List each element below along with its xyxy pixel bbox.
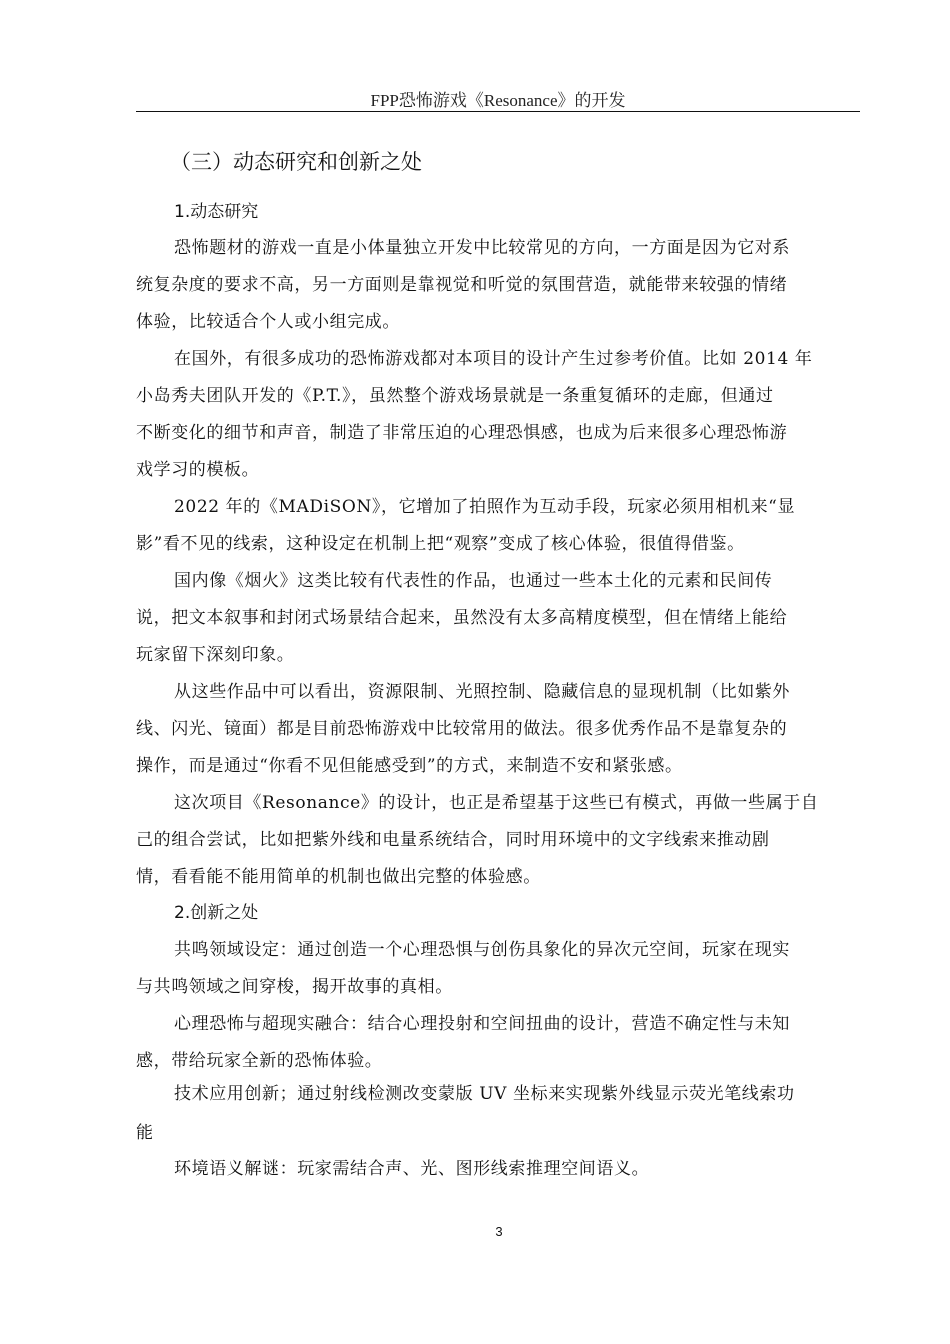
text-line: 从这些作品中可以看出，资源限制、光照控制、隐藏信息的显现机制（比如紫外 <box>174 682 790 702</box>
text-line: 线、闪光、镜面）都是目前恐怖游戏中比较常用的做法。很多优秀作品不是靠复杂的 <box>136 719 788 739</box>
text-line: 戏学习的模板。 <box>136 460 260 480</box>
text-line: 2022 年的《MADiSON》，它增加了拍照作为互动手段，玩家必须用相机来“显 <box>174 497 796 517</box>
text-line: 说，把文本叙事和封闭式场景结合起来，虽然没有太多高精度模型，但在情绪上能给 <box>136 608 788 628</box>
text-line: 共鸣领域设定：通过创造一个心理恐惧与创伤具象化的异次元空间，玩家在现实 <box>174 940 790 960</box>
running-header-title: FPP恐怖游戏《Resonance》的开发 <box>370 91 626 110</box>
text-line: 小岛秀夫团队开发的《P.T.》，虽然整个游戏场景就是一条重复循环的走廊，但通过 <box>136 386 774 406</box>
text-line: 与共鸣领域之间穿梭，揭开故事的真相。 <box>136 977 453 997</box>
subsection-heading-dynamic-research: 1.动态研究 <box>174 202 259 222</box>
subsection-heading-innovations: 2.创新之处 <box>174 903 259 923</box>
text-line: 己的组合尝试，比如把紫外线和电量系统结合，同时用环境中的文字线索来推动剧 <box>136 830 770 850</box>
text-line: 操作，而是通过“你看不见但能感受到”的方式，来制造不安和紧张感。 <box>136 756 683 776</box>
text-line: 不断变化的细节和声音，制造了非常压迫的心理恐惧感，也成为后来很多心理恐怖游 <box>136 423 788 443</box>
text-line: 心理恐怖与超现实融合：结合心理投射和空间扭曲的设计，营造不确定性与未知 <box>174 1014 790 1034</box>
text-line: 环境语义解谜：玩家需结合声、光、图形线索推理空间语义。 <box>174 1159 650 1179</box>
text-line: 这次项目《Resonance》的设计，也正是希望基于这些已有模式，再做一些属于自 <box>174 793 819 813</box>
header-divider <box>136 111 860 112</box>
page-number: 3 <box>495 1224 503 1239</box>
text-line: 体验，比较适合个人或小组完成。 <box>136 312 400 332</box>
section-heading: （三）动态研究和创新之处 <box>170 150 422 174</box>
text-line: 技术应用创新；通过射线检测改变蒙版 UV 坐标来实现紫外线显示荧光笔线索功 <box>174 1084 795 1104</box>
text-line: 能 <box>136 1123 154 1143</box>
text-line: 影”看不见的线索，这种设定在机制上把“观察”变成了核心体验，很值得借鉴。 <box>136 534 745 554</box>
text-line: 情，看看能不能用简单的机制也做出完整的体验感。 <box>136 867 541 887</box>
text-line: 玩家留下深刻印象。 <box>136 645 295 665</box>
text-line: 国内像《烟火》这类比较有代表性的作品，也通过一些本土化的元素和民间传 <box>174 571 773 591</box>
text-line: 恐怖题材的游戏一直是小体量独立开发中比较常见的方向，一方面是因为它对系 <box>174 238 790 258</box>
text-line: 感，带给玩家全新的恐怖体验。 <box>136 1051 383 1071</box>
text-line: 统复杂度的要求不高，另一方面则是靠视觉和听觉的氛围营造，就能带来较强的情绪 <box>136 275 788 295</box>
text-line: 在国外，有很多成功的恐怖游戏都对本项目的设计产生过参考价值。比如 2014 年 <box>174 349 813 369</box>
